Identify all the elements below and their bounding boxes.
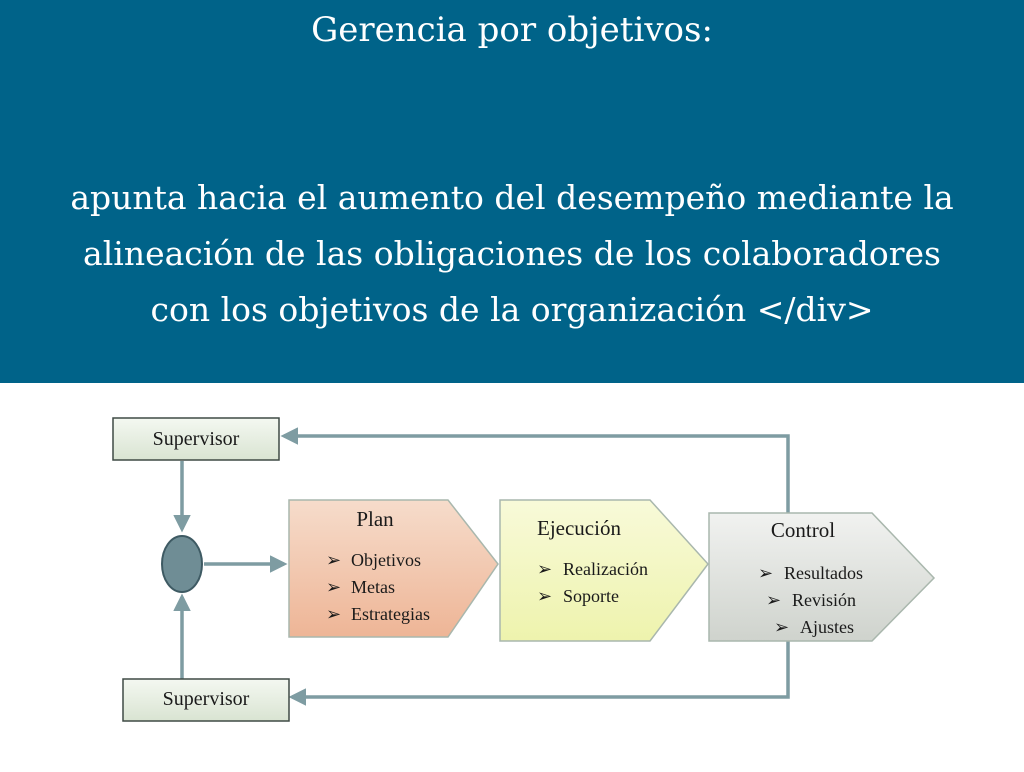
plan-bullet-icon: ➢	[326, 550, 342, 570]
management-cycle-diagram	[0, 383, 1024, 768]
control-bullet-icon: ➢	[758, 563, 774, 583]
control-item-ajustes: Ajustes	[800, 617, 854, 637]
plan-stage	[289, 500, 498, 637]
plan-item-metas: Metas	[351, 577, 395, 597]
feedback-to-bottom-supervisor-arrow	[292, 638, 788, 697]
control-title: Control	[770, 518, 836, 542]
ejecucion-item-realizacion: Realización	[563, 559, 648, 579]
plan-bullet-icon: ➢	[326, 577, 342, 597]
header-banner	[0, 0, 1024, 383]
control-stage	[709, 513, 934, 641]
supervisor-bottom-box	[123, 679, 289, 721]
control-bullet-icon: ➢	[766, 590, 782, 610]
control-item-revision: Revisión	[792, 590, 857, 610]
supervisor-top-label: Supervisor	[152, 428, 240, 450]
supervisor-bottom-label: Supervisor	[162, 688, 250, 710]
ejecucion-stage	[500, 500, 708, 641]
ejecucion-bullet-icon: ➢	[537, 559, 553, 579]
page-title: Gerencia por objetivos:	[311, 10, 713, 50]
ejecucion-title: Ejecución	[537, 516, 621, 540]
plan-item-objetivos: Objetivos	[351, 550, 421, 570]
ejecucion-bullet-icon: ➢	[537, 586, 553, 606]
page-subtitle: apunta hacia el aumento del desempeño mediante la alineación de las obligaciones de los colaboradores con los objetivos de la organización </div>	[70, 178, 954, 329]
control-bullet-icon: ➢	[774, 617, 790, 637]
control-item-resultados: Resultados	[784, 563, 863, 583]
ejecucion-item-soporte: Soporte	[563, 586, 619, 606]
plan-item-estrategias: Estrategias	[351, 604, 430, 624]
hub-node	[162, 536, 202, 592]
plan-bullet-icon: ➢	[326, 604, 342, 624]
supervisor-top-box	[113, 418, 279, 460]
plan-title: Plan	[356, 507, 394, 531]
